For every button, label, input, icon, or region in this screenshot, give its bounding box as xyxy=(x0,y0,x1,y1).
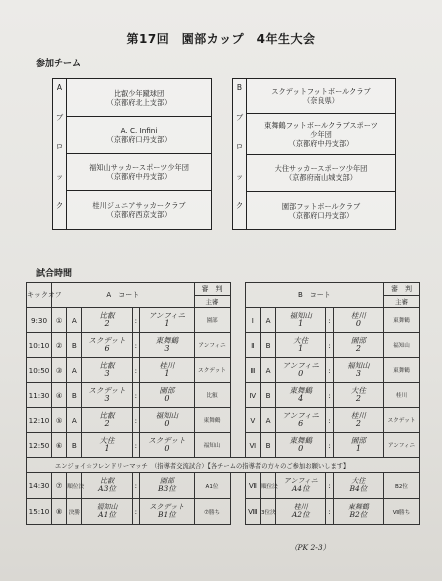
team-name: 桂川 xyxy=(350,310,366,320)
score: B1位 xyxy=(157,510,176,520)
block-letter-b: A xyxy=(260,308,275,333)
team-name: スクデット xyxy=(88,385,126,395)
court-gap xyxy=(230,473,245,499)
team-name: 比叡 xyxy=(99,410,115,420)
court-gap xyxy=(230,333,245,358)
team-name: 園部 xyxy=(350,435,366,445)
block-a-letter: A xyxy=(56,83,63,92)
score: 0 xyxy=(164,393,170,403)
match-number-b: Ⅶ xyxy=(245,473,260,499)
team-name: 福知山 xyxy=(347,360,370,370)
kickoff-header: キックオフ xyxy=(27,283,52,308)
team-name: 園部 xyxy=(159,385,175,395)
team-name: 福知山 xyxy=(155,410,179,420)
match-row xyxy=(27,358,420,383)
team-name: 福知山サッカースポーツ少年団 xyxy=(89,163,189,172)
match-number-a: ② xyxy=(52,333,67,358)
score: 0 xyxy=(298,443,304,453)
score: B4位 xyxy=(349,484,368,494)
versus-colon: : xyxy=(326,308,334,333)
score: A1位 xyxy=(98,510,116,520)
block-b-side xyxy=(233,79,247,229)
kickoff-time: 11:30 xyxy=(27,383,52,408)
score: 6 xyxy=(298,418,304,428)
team-name: 大住サッカースポーツ少年団 xyxy=(274,164,368,173)
team-name: アンフィニ xyxy=(283,476,318,485)
friendly-match-note: エンジョイ☆フレンドリーマッチ （指導者交流試合）【各チームの指導者の方々のご参加お願いします】 xyxy=(27,458,420,473)
score: A2位 xyxy=(291,510,310,520)
versus-colon: : xyxy=(132,383,140,408)
away-team-a xyxy=(140,433,194,458)
block-b-side-char: ブ xyxy=(235,112,244,122)
team-name: 桂川 xyxy=(350,410,366,420)
team-name: スクデットフットボールクラブ xyxy=(271,87,371,96)
home-team-b xyxy=(276,499,326,525)
home-team-a xyxy=(82,499,132,525)
score: A3位 xyxy=(98,484,116,494)
away-team-a xyxy=(140,408,194,433)
team-branch: （京都府北上支部） xyxy=(106,97,172,107)
team-name: 東舞鶴 xyxy=(347,502,369,511)
referee-b: 東舞鶴 xyxy=(383,358,419,383)
home-team-b xyxy=(276,433,326,458)
home-team-a xyxy=(82,473,132,499)
team-name: 園部 xyxy=(350,335,366,345)
team-name: 比叡 xyxy=(99,360,115,370)
team-name-line2: 少年団 xyxy=(310,129,332,139)
block-letter-a: A xyxy=(67,308,82,333)
team-name: スクデット xyxy=(149,502,185,511)
team-name: 園部フットボールクラブ xyxy=(281,201,361,211)
kickoff-time: 12:50 xyxy=(27,433,52,458)
versus-colon: : xyxy=(326,473,334,499)
block-letter-b: A xyxy=(260,358,275,383)
team-branch: （京都府口丹支部） xyxy=(106,135,172,144)
block-letter-b: A xyxy=(260,408,275,433)
score: 0 xyxy=(164,443,170,453)
away-team-b xyxy=(333,308,383,333)
away-team-a xyxy=(140,333,194,358)
referee-b: Ⅶ勝ち xyxy=(383,499,419,525)
block-letter-a: B xyxy=(67,383,82,408)
team-name: アンフィニ xyxy=(282,360,320,370)
team-name: 比叡 xyxy=(99,310,115,320)
block-a-box xyxy=(52,78,212,230)
score: 3 xyxy=(355,368,361,378)
block-b-box xyxy=(232,78,396,230)
score: A4位 xyxy=(291,484,310,494)
team-item xyxy=(247,79,395,114)
score: 3 xyxy=(104,368,110,378)
score: 0 xyxy=(298,368,304,378)
match-number-b: Ⅴ xyxy=(245,408,260,433)
match-number-b: Ⅱ xyxy=(245,333,260,358)
match-type-a: 順位決 xyxy=(67,473,82,499)
versus-colon: : xyxy=(326,333,334,358)
match-number-b: Ⅷ xyxy=(245,499,260,525)
team-name: 福知山 xyxy=(289,310,312,320)
referee-a: 比叡 xyxy=(194,383,230,408)
away-team-a xyxy=(140,308,194,333)
block-letter-b: B xyxy=(260,333,275,358)
score: 1 xyxy=(298,343,304,353)
versus-colon: : xyxy=(132,308,140,333)
score: B3位 xyxy=(157,484,176,494)
score: 2 xyxy=(104,418,110,428)
referee-b: B2位 xyxy=(383,473,419,499)
team-name: 大住 xyxy=(293,335,309,345)
match-number-a: ⑥ xyxy=(52,433,67,458)
referee-a: スクデット xyxy=(194,358,230,383)
away-team-b xyxy=(333,333,383,358)
referee-header-a: 審 判 xyxy=(194,283,230,296)
kickoff-time: 10:50 xyxy=(27,358,52,383)
team-item xyxy=(67,79,211,117)
home-team-b xyxy=(276,383,326,408)
schedule-label: 試合時間 xyxy=(36,269,73,279)
team-item xyxy=(67,154,211,191)
score: 1 xyxy=(164,318,170,328)
team-name: 比叡 xyxy=(100,476,114,485)
team-name: 比叡少年蹴球団 xyxy=(113,88,165,98)
team-name: 大住 xyxy=(351,476,366,485)
match-number-a: ③ xyxy=(52,358,67,383)
match-number-a: ⑤ xyxy=(52,408,67,433)
block-a-side-char: ロ xyxy=(55,142,64,151)
team-name: 東舞鶴 xyxy=(289,385,312,395)
team-name: アンフィニ xyxy=(282,410,320,420)
home-team-b xyxy=(276,473,326,499)
match-row xyxy=(27,408,420,433)
versus-colon: : xyxy=(326,408,334,433)
block-letter-a: A xyxy=(67,408,82,433)
match-number-a: ⑦ xyxy=(52,473,67,499)
block-b-side-char: ロ xyxy=(235,142,244,151)
court-gap xyxy=(230,358,245,383)
score: 3 xyxy=(164,343,170,353)
home-team-a xyxy=(82,383,132,408)
versus-colon: : xyxy=(132,499,140,525)
match-number-a: ① xyxy=(52,308,67,333)
final-row xyxy=(27,499,420,525)
block-b-side-char: ッ xyxy=(235,171,244,181)
score: B2位 xyxy=(349,510,368,520)
team-name: 福知山 xyxy=(96,502,118,511)
home-team-a xyxy=(82,308,132,333)
score: 0 xyxy=(164,418,170,428)
home-team-a xyxy=(82,433,132,458)
match-number-b: Ⅲ xyxy=(245,358,260,383)
friendly-row xyxy=(27,458,420,473)
score: 1 xyxy=(298,318,304,328)
score: 2 xyxy=(104,318,110,328)
score: 2 xyxy=(355,418,361,428)
team-item xyxy=(67,191,211,229)
team-name: 大住 xyxy=(350,385,366,395)
kickoff-time: 14:30 xyxy=(27,473,52,499)
referee-b: 福知山 xyxy=(383,333,419,358)
court-gap xyxy=(230,433,245,458)
home-team-b xyxy=(276,358,326,383)
match-number-b: Ⅵ xyxy=(245,433,260,458)
court-gap xyxy=(230,383,245,408)
versus-colon: : xyxy=(326,433,334,458)
score: 1 xyxy=(104,443,110,453)
team-name: アンフィニ xyxy=(148,310,186,320)
chief-header-b: 主審 xyxy=(383,296,419,308)
away-team-b xyxy=(333,383,383,408)
match-number-a: ⑧ xyxy=(52,499,67,525)
referee-a: 園部 xyxy=(194,308,230,333)
court-b-header: B コート xyxy=(245,283,383,308)
kickoff-time: 10:10 xyxy=(27,333,52,358)
referee-b: 東舞鶴 xyxy=(383,308,419,333)
header-row xyxy=(27,283,420,296)
team-name: スクデット xyxy=(148,435,186,445)
team-name: 東舞鶴 xyxy=(155,335,179,345)
final-row xyxy=(27,473,420,499)
home-team-a xyxy=(82,358,132,383)
match-row xyxy=(27,383,420,408)
team-branch: （京都府中丹支部） xyxy=(106,172,172,181)
away-team-a xyxy=(140,358,194,383)
score: 3 xyxy=(104,393,110,403)
team-branch: （京都府南山城支部） xyxy=(285,173,357,182)
block-letter-a: B xyxy=(67,333,82,358)
kickoff-time: 12:10 xyxy=(27,408,52,433)
kickoff-time: 15:10 xyxy=(27,499,52,525)
team-item xyxy=(67,117,211,154)
referee-a: 福知山 xyxy=(194,433,230,458)
block-a-side-char: ブ xyxy=(55,112,64,122)
match-row xyxy=(27,308,420,333)
referee-a: アンフィニ xyxy=(194,333,230,358)
team-name: 東舞鶴 xyxy=(289,435,312,445)
referee-b: アンフィニ xyxy=(383,433,419,458)
match-number-a: ④ xyxy=(52,383,67,408)
team-branch: （奈良県） xyxy=(303,96,339,105)
versus-colon: : xyxy=(132,358,140,383)
home-team-b xyxy=(276,408,326,433)
versus-colon: : xyxy=(326,499,334,525)
team-name: 桂川 xyxy=(159,360,175,370)
away-team-b xyxy=(333,408,383,433)
versus-colon: : xyxy=(326,358,334,383)
block-b-side-char: ク xyxy=(235,201,244,210)
match-type-b: 順位決 xyxy=(260,473,275,499)
referee-a: A1位 xyxy=(194,473,230,499)
score: 2 xyxy=(355,393,361,403)
block-letter-b: B xyxy=(260,433,275,458)
team-item xyxy=(247,155,395,192)
away-team-a xyxy=(140,499,194,525)
pk-note: （PK 2-3） xyxy=(290,543,331,552)
block-letter-b: B xyxy=(260,383,275,408)
versus-colon: : xyxy=(132,433,140,458)
score: 2 xyxy=(355,343,361,353)
score: 0 xyxy=(355,318,361,328)
team-name: 桂川ジュニアサッカークラブ xyxy=(92,201,186,210)
team-name: 大住 xyxy=(99,435,115,445)
block-a-side-char: ッ xyxy=(55,171,64,181)
match-type-a: 決勝 xyxy=(67,499,82,525)
team-branch: （京都府中丹支部） xyxy=(288,138,354,148)
kickoff-time: 9:30 xyxy=(27,308,52,333)
block-a-side-char: ク xyxy=(55,201,64,210)
away-team-a xyxy=(140,383,194,408)
team-item xyxy=(247,192,395,229)
team-name: 東舞鶴フットボールクラブスポーツ xyxy=(264,120,378,130)
match-row xyxy=(27,333,420,358)
away-team-a xyxy=(140,473,194,499)
team-name: A. C. Infini xyxy=(120,126,158,135)
team-name: 園部 xyxy=(159,476,174,485)
team-item xyxy=(247,114,395,155)
team-name: 桂川 xyxy=(293,502,308,511)
away-team-b xyxy=(333,358,383,383)
home-team-a xyxy=(82,333,132,358)
participants-label: 参加チーム xyxy=(36,59,82,69)
referee-b: 桂川 xyxy=(383,383,419,408)
match-number-b: Ⅰ xyxy=(245,308,260,333)
referee-b: スクデット xyxy=(383,408,419,433)
score: 1 xyxy=(355,443,361,453)
score: 1 xyxy=(164,368,170,378)
team-branch: （京都府西京支部） xyxy=(106,210,172,219)
team-branch: （京都府口丹支部） xyxy=(288,210,354,220)
block-a-side xyxy=(53,79,67,229)
home-team-a xyxy=(82,408,132,433)
court-gap xyxy=(230,408,245,433)
versus-colon: : xyxy=(132,408,140,433)
court-a-header: A コート xyxy=(52,283,195,308)
referee-a: ⑦勝ち xyxy=(194,499,230,525)
versus-colon: : xyxy=(132,473,140,499)
away-team-b xyxy=(333,499,383,525)
court-gap xyxy=(230,499,245,525)
block-letter-a: A xyxy=(67,358,82,383)
home-team-b xyxy=(276,308,326,333)
chief-header-a: 主審 xyxy=(194,296,230,308)
match-type-b: 3位決 xyxy=(260,499,275,525)
versus-colon: : xyxy=(132,333,140,358)
score: 6 xyxy=(104,343,110,353)
court-gap xyxy=(230,308,245,333)
block-b-letter: B xyxy=(236,83,243,92)
page-title: 第17回 園部カップ 4年生大会 xyxy=(126,32,316,46)
match-number-b: Ⅳ xyxy=(245,383,260,408)
block-letter-a: B xyxy=(67,433,82,458)
referee-a: 東舞鶴 xyxy=(194,408,230,433)
match-row xyxy=(27,433,420,458)
versus-colon: : xyxy=(326,383,334,408)
away-team-b xyxy=(333,433,383,458)
away-team-b xyxy=(333,473,383,499)
referee-header-b: 審 判 xyxy=(383,283,419,296)
court-gap xyxy=(230,283,245,308)
team-name: スクデット xyxy=(88,335,126,345)
schedule-table xyxy=(26,282,420,525)
home-team-b xyxy=(276,333,326,358)
score: 4 xyxy=(298,393,304,403)
